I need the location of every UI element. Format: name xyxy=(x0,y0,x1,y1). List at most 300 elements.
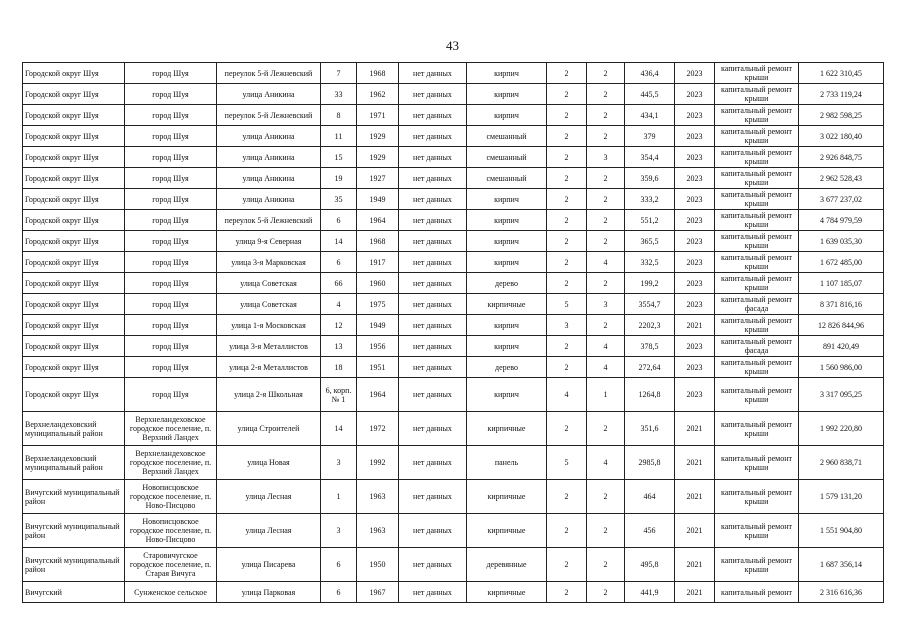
wall-material-cell: кирпичные xyxy=(467,294,547,315)
floors-cell: 2 xyxy=(547,84,587,105)
municipality-cell: Городской округ Шуя xyxy=(23,357,125,378)
street-cell: улица Парковая xyxy=(217,582,321,603)
settlement-cell: город Шуя xyxy=(125,210,217,231)
year-built-cell: 1968 xyxy=(357,231,399,252)
street-cell: переулок 5-й Лежневский xyxy=(217,210,321,231)
extra-info-cell: нет данных xyxy=(399,273,467,294)
area-cell: 2985,8 xyxy=(625,446,675,480)
settlement-cell: город Шуя xyxy=(125,294,217,315)
street-cell: улица 2-я Школьная xyxy=(217,378,321,412)
table-row xyxy=(23,210,884,231)
entrances-cell: 4 xyxy=(587,336,625,357)
municipality-cell: Вичугский муниципальный район xyxy=(23,514,125,548)
area-cell: 441,9 xyxy=(625,582,675,603)
work-type-cell: капитальный ремонт крыши xyxy=(715,63,799,84)
year-built-cell: 1992 xyxy=(357,446,399,480)
plan-year-cell: 2023 xyxy=(675,126,715,147)
year-built-cell: 1963 xyxy=(357,514,399,548)
municipality-cell: Городской округ Шуя xyxy=(23,105,125,126)
year-built-cell: 1971 xyxy=(357,105,399,126)
plan-year-cell: 2021 xyxy=(675,514,715,548)
floors-cell: 2 xyxy=(547,412,587,446)
cost-cell: 3 317 095,25 xyxy=(799,378,884,412)
area-cell: 434,1 xyxy=(625,105,675,126)
extra-info-cell: нет данных xyxy=(399,446,467,480)
settlement-cell: Старовичугское городское поселение, п. Старая Вичуга xyxy=(125,548,217,582)
wall-material-cell: кирпичные xyxy=(467,480,547,514)
plan-year-cell: 2023 xyxy=(675,231,715,252)
extra-info-cell: нет данных xyxy=(399,231,467,252)
table-row xyxy=(23,378,884,412)
plan-year-cell: 2023 xyxy=(675,357,715,378)
extra-info-cell: нет данных xyxy=(399,582,467,603)
entrances-cell: 2 xyxy=(587,582,625,603)
cost-cell: 1 560 986,00 xyxy=(799,357,884,378)
table-row xyxy=(23,189,884,210)
floors-cell: 2 xyxy=(547,480,587,514)
table-row xyxy=(23,84,884,105)
settlement-cell: город Шуя xyxy=(125,273,217,294)
cost-cell: 3 022 180,40 xyxy=(799,126,884,147)
extra-info-cell: нет данных xyxy=(399,315,467,336)
year-built-cell: 1951 xyxy=(357,357,399,378)
settlement-cell: город Шуя xyxy=(125,336,217,357)
extra-info-cell: нет данных xyxy=(399,147,467,168)
cost-cell: 1 622 310,45 xyxy=(799,63,884,84)
settlement-cell: город Шуя xyxy=(125,189,217,210)
settlement-cell: город Шуя xyxy=(125,105,217,126)
municipality-cell: Городской округ Шуя xyxy=(23,63,125,84)
settlement-cell: Верхнеландеховское городское поселение, п. Верхний Ландех xyxy=(125,446,217,480)
cost-cell: 2 962 528,43 xyxy=(799,168,884,189)
year-built-cell: 1967 xyxy=(357,582,399,603)
street-cell: улица 1-я Московская xyxy=(217,315,321,336)
cost-cell: 1 579 131,20 xyxy=(799,480,884,514)
area-cell: 378,5 xyxy=(625,336,675,357)
plan-year-cell: 2023 xyxy=(675,252,715,273)
extra-info-cell: нет данных xyxy=(399,84,467,105)
extra-info-cell: нет данных xyxy=(399,189,467,210)
table-row xyxy=(23,126,884,147)
plan-year-cell: 2023 xyxy=(675,336,715,357)
floors-cell: 2 xyxy=(547,548,587,582)
year-built-cell: 1929 xyxy=(357,147,399,168)
municipality-cell: Городской округ Шуя xyxy=(23,168,125,189)
table-row xyxy=(23,105,884,126)
plan-year-cell: 2023 xyxy=(675,147,715,168)
settlement-cell: Новописцовское городское поселение, п. Ново-Писцово xyxy=(125,480,217,514)
wall-material-cell: кирпич xyxy=(467,231,547,252)
work-type-cell: капитальный ремонт крыши xyxy=(715,315,799,336)
work-type-cell: капитальный ремонт крыши xyxy=(715,84,799,105)
floors-cell: 4 xyxy=(547,378,587,412)
house-number-cell: 13 xyxy=(321,336,357,357)
entrances-cell: 4 xyxy=(587,446,625,480)
floors-cell: 2 xyxy=(547,582,587,603)
plan-year-cell: 2023 xyxy=(675,84,715,105)
cost-cell: 1 672 485,00 xyxy=(799,252,884,273)
settlement-cell: город Шуя xyxy=(125,63,217,84)
work-type-cell: капитальный ремонт крыши xyxy=(715,357,799,378)
floors-cell: 5 xyxy=(547,294,587,315)
house-number-cell: 7 xyxy=(321,63,357,84)
year-built-cell: 1964 xyxy=(357,378,399,412)
municipality-cell: Городской округ Шуя xyxy=(23,252,125,273)
table-row xyxy=(23,514,884,548)
table-row xyxy=(23,480,884,514)
work-type-cell: капитальный ремонт крыши xyxy=(715,231,799,252)
entrances-cell: 3 xyxy=(587,294,625,315)
floors-cell: 3 xyxy=(547,315,587,336)
area-cell: 551,2 xyxy=(625,210,675,231)
plan-year-cell: 2023 xyxy=(675,294,715,315)
floors-cell: 2 xyxy=(547,252,587,273)
extra-info-cell: нет данных xyxy=(399,548,467,582)
house-number-cell: 3 xyxy=(321,446,357,480)
year-built-cell: 1929 xyxy=(357,126,399,147)
street-cell: переулок 5-й Лежневский xyxy=(217,105,321,126)
entrances-cell: 2 xyxy=(587,63,625,84)
area-cell: 332,5 xyxy=(625,252,675,273)
municipality-cell: Городской округ Шуя xyxy=(23,210,125,231)
house-number-cell: 33 xyxy=(321,84,357,105)
work-type-cell: капитальный ремонт крыши xyxy=(715,189,799,210)
house-number-cell: 35 xyxy=(321,189,357,210)
wall-material-cell: кирпичные xyxy=(467,412,547,446)
municipality-cell: Городской округ Шуя xyxy=(23,126,125,147)
year-built-cell: 1963 xyxy=(357,480,399,514)
cost-cell: 12 826 844,96 xyxy=(799,315,884,336)
extra-info-cell: нет данных xyxy=(399,63,467,84)
work-type-cell: капитальный ремонт крыши xyxy=(715,548,799,582)
street-cell: улица Лесная xyxy=(217,514,321,548)
wall-material-cell: кирпич xyxy=(467,189,547,210)
cost-cell: 1 992 220,80 xyxy=(799,412,884,446)
entrances-cell: 1 xyxy=(587,378,625,412)
house-number-cell: 6 xyxy=(321,252,357,273)
area-cell: 436,4 xyxy=(625,63,675,84)
street-cell: улица 2-я Металлистов xyxy=(217,357,321,378)
area-cell: 354,4 xyxy=(625,147,675,168)
cost-cell: 4 784 979,59 xyxy=(799,210,884,231)
area-cell: 365,5 xyxy=(625,231,675,252)
wall-material-cell: кирпич xyxy=(467,378,547,412)
extra-info-cell: нет данных xyxy=(399,514,467,548)
entrances-cell: 2 xyxy=(587,84,625,105)
wall-material-cell: панель xyxy=(467,446,547,480)
work-type-cell: капитальный ремонт крыши xyxy=(715,252,799,273)
settlement-cell: город Шуя xyxy=(125,357,217,378)
work-type-cell: капитальный ремонт крыши xyxy=(715,514,799,548)
entrances-cell: 2 xyxy=(587,231,625,252)
extra-info-cell: нет данных xyxy=(399,357,467,378)
extra-info-cell: нет данных xyxy=(399,168,467,189)
house-number-cell: 12 xyxy=(321,315,357,336)
entrances-cell: 2 xyxy=(587,412,625,446)
entrances-cell: 2 xyxy=(587,210,625,231)
floors-cell: 2 xyxy=(547,63,587,84)
entrances-cell: 2 xyxy=(587,189,625,210)
street-cell: улица Аникина xyxy=(217,84,321,105)
street-cell: улица Аникина xyxy=(217,189,321,210)
municipality-cell: Верхнеландеховский муниципальный район xyxy=(23,446,125,480)
floors-cell: 2 xyxy=(547,105,587,126)
municipality-cell: Городской округ Шуя xyxy=(23,378,125,412)
house-number-cell: 14 xyxy=(321,412,357,446)
page-number: 43 xyxy=(446,38,459,53)
wall-material-cell: кирпичные xyxy=(467,582,547,603)
floors-cell: 2 xyxy=(547,273,587,294)
year-built-cell: 1972 xyxy=(357,412,399,446)
house-number-cell: 6 xyxy=(321,582,357,603)
settlement-cell: город Шуя xyxy=(125,378,217,412)
area-cell: 1264,8 xyxy=(625,378,675,412)
house-number-cell: 4 xyxy=(321,294,357,315)
street-cell: улица Советская xyxy=(217,273,321,294)
wall-material-cell: кирпич xyxy=(467,210,547,231)
table-row xyxy=(23,548,884,582)
extra-info-cell: нет данных xyxy=(399,378,467,412)
year-built-cell: 1960 xyxy=(357,273,399,294)
cost-cell: 1 687 356,14 xyxy=(799,548,884,582)
extra-info-cell: нет данных xyxy=(399,105,467,126)
house-number-cell: 14 xyxy=(321,231,357,252)
house-number-cell: 6 xyxy=(321,210,357,231)
cost-cell: 2 926 848,75 xyxy=(799,147,884,168)
area-cell: 456 xyxy=(625,514,675,548)
area-cell: 359,6 xyxy=(625,168,675,189)
plan-year-cell: 2023 xyxy=(675,273,715,294)
year-built-cell: 1956 xyxy=(357,336,399,357)
floors-cell: 2 xyxy=(547,336,587,357)
cost-cell: 2 960 838,71 xyxy=(799,446,884,480)
house-number-cell: 6, корп. № 1 xyxy=(321,378,357,412)
municipality-cell: Городской округ Шуя xyxy=(23,147,125,168)
work-type-cell: капитальный ремонт крыши xyxy=(715,480,799,514)
settlement-cell: Новописцовское городское поселение, п. Ново-Писцово xyxy=(125,514,217,548)
table-row xyxy=(23,412,884,446)
entrances-cell: 2 xyxy=(587,514,625,548)
wall-material-cell: кирпич xyxy=(467,84,547,105)
entrances-cell: 2 xyxy=(587,126,625,147)
entrances-cell: 2 xyxy=(587,273,625,294)
year-built-cell: 1962 xyxy=(357,84,399,105)
work-type-cell: капитальный ремонт крыши xyxy=(715,273,799,294)
plan-year-cell: 2021 xyxy=(675,315,715,336)
settlement-cell: город Шуя xyxy=(125,252,217,273)
street-cell: улица Строителей xyxy=(217,412,321,446)
street-cell: переулок 5-й Лежневский xyxy=(217,63,321,84)
wall-material-cell: кирпич xyxy=(467,105,547,126)
municipality-cell: Городской округ Шуя xyxy=(23,315,125,336)
wall-material-cell: кирпич xyxy=(467,63,547,84)
plan-year-cell: 2023 xyxy=(675,63,715,84)
plan-year-cell: 2023 xyxy=(675,189,715,210)
work-type-cell: капитальный ремонт крыши xyxy=(715,168,799,189)
street-cell: улица Писарева xyxy=(217,548,321,582)
street-cell: улица 3-я Марковская xyxy=(217,252,321,273)
year-built-cell: 1917 xyxy=(357,252,399,273)
floors-cell: 2 xyxy=(547,357,587,378)
table-row xyxy=(23,273,884,294)
municipality-cell: Городской округ Шуя xyxy=(23,231,125,252)
cost-cell: 1 639 035,30 xyxy=(799,231,884,252)
entrances-cell: 2 xyxy=(587,480,625,514)
area-cell: 495,8 xyxy=(625,548,675,582)
floors-cell: 2 xyxy=(547,189,587,210)
plan-year-cell: 2023 xyxy=(675,210,715,231)
house-number-cell: 1 xyxy=(321,480,357,514)
municipality-cell: Вичугский муниципальный район xyxy=(23,480,125,514)
house-number-cell: 11 xyxy=(321,126,357,147)
plan-year-cell: 2023 xyxy=(675,168,715,189)
street-cell: улица Аникина xyxy=(217,126,321,147)
wall-material-cell: кирпич xyxy=(467,336,547,357)
entrances-cell: 3 xyxy=(587,147,625,168)
floors-cell: 2 xyxy=(547,514,587,548)
work-type-cell: капитальный ремонт крыши xyxy=(715,210,799,231)
entrances-cell: 4 xyxy=(587,357,625,378)
settlement-cell: Верхнеландеховское городское поселение, п. Верхний Ландех xyxy=(125,412,217,446)
street-cell: улица 3-я Металлистов xyxy=(217,336,321,357)
extra-info-cell: нет данных xyxy=(399,210,467,231)
wall-material-cell: смешанный xyxy=(467,168,547,189)
work-type-cell: капитальный ремонт крыши xyxy=(715,126,799,147)
municipality-cell: Вичугский xyxy=(23,582,125,603)
house-number-cell: 66 xyxy=(321,273,357,294)
table-row xyxy=(23,315,884,336)
table-row xyxy=(23,446,884,480)
table-row xyxy=(23,168,884,189)
area-cell: 272,64 xyxy=(625,357,675,378)
area-cell: 333,2 xyxy=(625,189,675,210)
house-number-cell: 6 xyxy=(321,548,357,582)
area-cell: 445,5 xyxy=(625,84,675,105)
entrances-cell: 2 xyxy=(587,168,625,189)
year-built-cell: 1949 xyxy=(357,189,399,210)
floors-cell: 5 xyxy=(547,446,587,480)
municipality-cell: Верхнеландеховский муниципальный район xyxy=(23,412,125,446)
plan-year-cell: 2021 xyxy=(675,582,715,603)
municipality-cell: Вичугский муниципальный район xyxy=(23,548,125,582)
wall-material-cell: дерево xyxy=(467,357,547,378)
street-cell: улица 9-я Северная xyxy=(217,231,321,252)
settlement-cell: город Шуя xyxy=(125,126,217,147)
work-type-cell: капитальный ремонт крыши xyxy=(715,147,799,168)
plan-year-cell: 2021 xyxy=(675,480,715,514)
wall-material-cell: кирпич xyxy=(467,315,547,336)
settlement-cell: город Шуя xyxy=(125,168,217,189)
extra-info-cell: нет данных xyxy=(399,126,467,147)
cost-cell: 1 107 185,07 xyxy=(799,273,884,294)
entrances-cell: 2 xyxy=(587,105,625,126)
table-row xyxy=(23,63,884,84)
work-type-cell: капитальный ремонт xyxy=(715,582,799,603)
floors-cell: 2 xyxy=(547,126,587,147)
housing-repair-table xyxy=(22,62,884,603)
municipality-cell: Городской округ Шуя xyxy=(23,336,125,357)
floors-cell: 2 xyxy=(547,168,587,189)
settlement-cell: город Шуя xyxy=(125,315,217,336)
settlement-cell: город Шуя xyxy=(125,84,217,105)
year-built-cell: 1950 xyxy=(357,548,399,582)
plan-year-cell: 2021 xyxy=(675,446,715,480)
work-type-cell: капитальный ремонт крыши xyxy=(715,105,799,126)
work-type-cell: капитальный ремонт фасада xyxy=(715,294,799,315)
table-row xyxy=(23,336,884,357)
table-body xyxy=(23,63,884,603)
area-cell: 379 xyxy=(625,126,675,147)
cost-cell: 2 982 598,25 xyxy=(799,105,884,126)
municipality-cell: Городской округ Шуя xyxy=(23,294,125,315)
area-cell: 199,2 xyxy=(625,273,675,294)
table-row xyxy=(23,147,884,168)
year-built-cell: 1964 xyxy=(357,210,399,231)
area-cell: 3554,7 xyxy=(625,294,675,315)
extra-info-cell: нет данных xyxy=(399,412,467,446)
municipality-cell: Городской округ Шуя xyxy=(23,84,125,105)
street-cell: улица Советская xyxy=(217,294,321,315)
wall-material-cell: кирпичные xyxy=(467,514,547,548)
wall-material-cell: дерево xyxy=(467,273,547,294)
floors-cell: 2 xyxy=(547,231,587,252)
wall-material-cell: смешанный xyxy=(467,126,547,147)
municipality-cell: Городской округ Шуя xyxy=(23,273,125,294)
cost-cell: 3 677 237,02 xyxy=(799,189,884,210)
area-cell: 2202,3 xyxy=(625,315,675,336)
street-cell: улица Аникина xyxy=(217,147,321,168)
wall-material-cell: деревянные xyxy=(467,548,547,582)
house-number-cell: 18 xyxy=(321,357,357,378)
work-type-cell: капитальный ремонт крыши xyxy=(715,446,799,480)
table-row xyxy=(23,294,884,315)
street-cell: улица Аникина xyxy=(217,168,321,189)
cost-cell: 8 371 816,16 xyxy=(799,294,884,315)
settlement-cell: Сунженское сельское xyxy=(125,582,217,603)
house-number-cell: 8 xyxy=(321,105,357,126)
cost-cell: 1 551 904,80 xyxy=(799,514,884,548)
table-row xyxy=(23,231,884,252)
wall-material-cell: смешанный xyxy=(467,147,547,168)
extra-info-cell: нет данных xyxy=(399,480,467,514)
extra-info-cell: нет данных xyxy=(399,294,467,315)
year-built-cell: 1949 xyxy=(357,315,399,336)
plan-year-cell: 2023 xyxy=(675,105,715,126)
floors-cell: 2 xyxy=(547,210,587,231)
table-row xyxy=(23,252,884,273)
street-cell: улица Новая xyxy=(217,446,321,480)
settlement-cell: город Шуя xyxy=(125,147,217,168)
house-number-cell: 19 xyxy=(321,168,357,189)
area-cell: 351,6 xyxy=(625,412,675,446)
year-built-cell: 1927 xyxy=(357,168,399,189)
entrances-cell: 2 xyxy=(587,315,625,336)
floors-cell: 2 xyxy=(547,147,587,168)
work-type-cell: капитальный ремонт фасада xyxy=(715,336,799,357)
municipality-cell: Городской округ Шуя xyxy=(23,189,125,210)
work-type-cell: капитальный ремонт крыши xyxy=(715,412,799,446)
wall-material-cell: кирпич xyxy=(467,252,547,273)
extra-info-cell: нет данных xyxy=(399,252,467,273)
settlement-cell: город Шуя xyxy=(125,231,217,252)
entrances-cell: 2 xyxy=(587,548,625,582)
table-row xyxy=(23,357,884,378)
area-cell: 464 xyxy=(625,480,675,514)
table-row xyxy=(23,582,884,603)
work-type-cell: капитальный ремонт крыши xyxy=(715,378,799,412)
cost-cell: 2 316 616,36 xyxy=(799,582,884,603)
street-cell: улица Лесная xyxy=(217,480,321,514)
